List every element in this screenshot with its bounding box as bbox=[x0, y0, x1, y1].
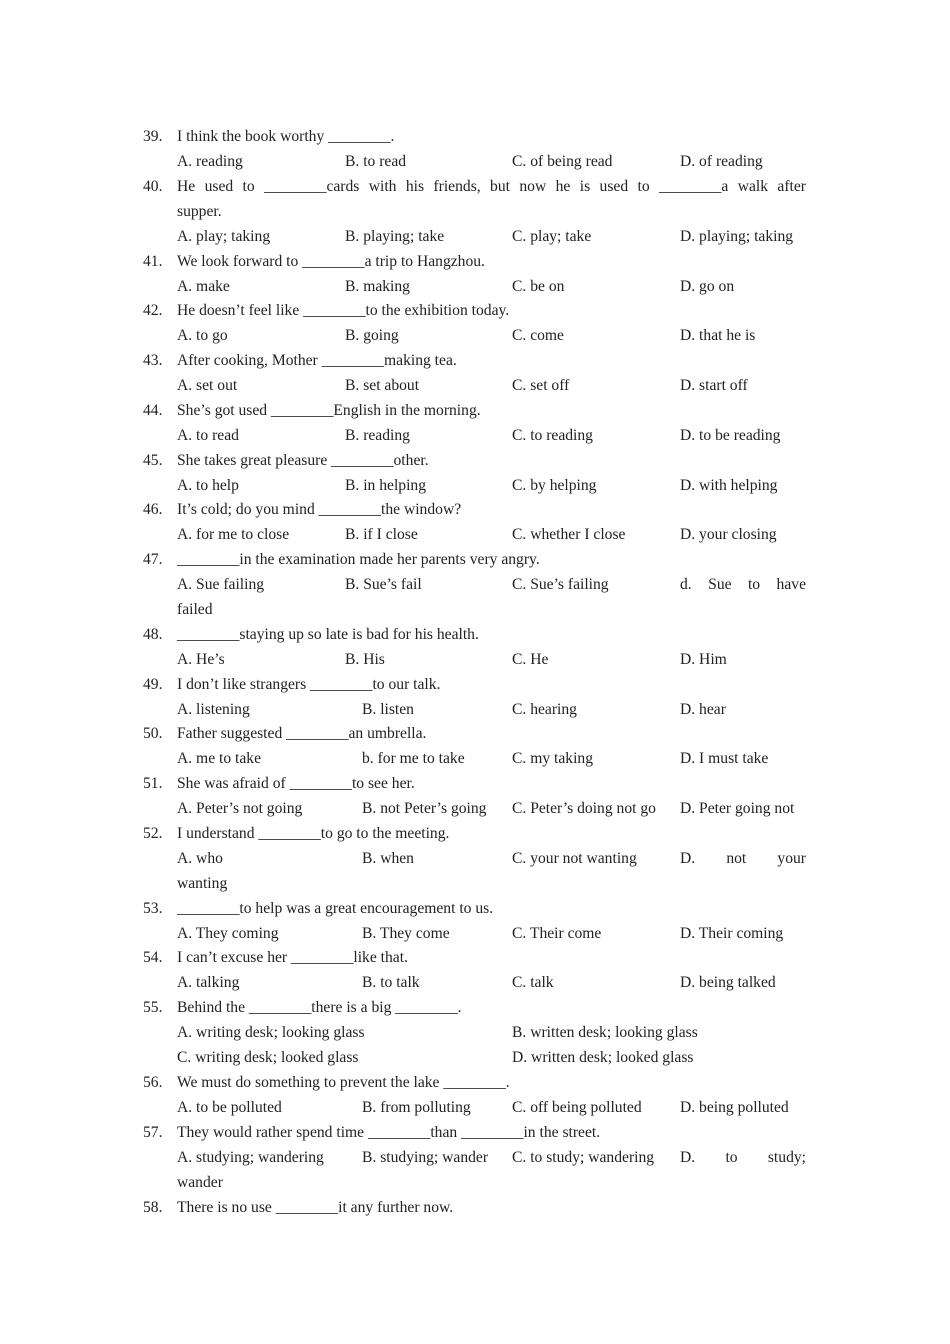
option-c: C. play; take bbox=[512, 228, 592, 245]
option-d: D. playing; taking bbox=[680, 228, 794, 245]
option-c: C. talk bbox=[512, 974, 554, 991]
option-d: D. your closing bbox=[680, 526, 777, 543]
question-stem: They would rather spend time ________than ________in the street. bbox=[177, 1124, 601, 1141]
question-number: 53. bbox=[143, 900, 163, 917]
option-b: B. His bbox=[345, 651, 385, 668]
question-stem: I understand ________to go to the meeting. bbox=[177, 825, 450, 842]
option-a: A. to be polluted bbox=[177, 1099, 282, 1116]
option-a: A. play; taking bbox=[177, 228, 271, 245]
question-number: 47. bbox=[143, 551, 163, 568]
question-stem-continued: supper. bbox=[177, 203, 222, 220]
question-number: 39. bbox=[143, 128, 163, 145]
option-c: C. come bbox=[512, 327, 564, 344]
option-d: D. to be reading bbox=[680, 427, 781, 444]
option-d: D. Peter going not bbox=[680, 800, 795, 817]
option-d: D. with helping bbox=[680, 477, 778, 494]
option-b: B. in helping bbox=[345, 477, 426, 494]
option-b: B. to talk bbox=[362, 974, 420, 991]
question-number: 50. bbox=[143, 725, 163, 742]
option-a: A. to read bbox=[177, 427, 239, 444]
option-b: B. to read bbox=[345, 153, 407, 170]
option-d: D. being talked bbox=[680, 974, 776, 991]
option-c: C. writing desk; looked glass bbox=[177, 1049, 359, 1066]
option-c: C. to reading bbox=[512, 427, 593, 444]
option-c: C. off being polluted bbox=[512, 1099, 642, 1116]
option-b: B. set about bbox=[345, 377, 420, 394]
option-b: B. not Peter’s going bbox=[362, 800, 487, 817]
option-c: C. whether I close bbox=[512, 526, 626, 543]
question-stem: After cooking, Mother ________making tea. bbox=[177, 352, 457, 369]
option-b: b. for me to take bbox=[362, 750, 465, 767]
question-stem: ________to help was a great encouragement to us. bbox=[177, 900, 494, 917]
option-a: A. me to take bbox=[177, 750, 262, 767]
question-number: 55. bbox=[143, 999, 163, 1016]
question-number: 40. bbox=[143, 178, 163, 195]
option-d: D. to study; bbox=[680, 1149, 806, 1166]
question-number: 51. bbox=[143, 775, 163, 792]
question-stem: I think the book worthy ________. bbox=[177, 128, 395, 145]
option-c: C. Their come bbox=[512, 925, 602, 942]
option-c: C. set off bbox=[512, 377, 570, 394]
question-number: 48. bbox=[143, 626, 163, 643]
question-stem: He used to ________cards with his friends, but now he is used to ________a walk after bbox=[177, 178, 806, 195]
question-number: 52. bbox=[143, 825, 163, 842]
question-stem: There is no use ________it any further now. bbox=[177, 1199, 454, 1216]
option-b: B. playing; take bbox=[345, 228, 445, 245]
option-d: D. that he is bbox=[680, 327, 756, 344]
option-a: A. for me to close bbox=[177, 526, 290, 543]
question-number: 42. bbox=[143, 302, 163, 319]
option-c: C. of being read bbox=[512, 153, 613, 170]
question-number: 57. bbox=[143, 1124, 163, 1141]
option-a: A. set out bbox=[177, 377, 238, 394]
option-a: A. writing desk; looking glass bbox=[177, 1024, 365, 1041]
option-c: C. to study; wandering bbox=[512, 1149, 655, 1166]
option-c: C. your not wanting bbox=[512, 850, 637, 867]
option-a: A. talking bbox=[177, 974, 240, 991]
option-a: A. They coming bbox=[177, 925, 279, 942]
option-a: A. studying; wandering bbox=[177, 1149, 324, 1166]
question-number: 43. bbox=[143, 352, 163, 369]
option-a: A. to help bbox=[177, 477, 239, 494]
question-stem: She’s got used ________English in the morning. bbox=[177, 402, 481, 419]
option-c: C. hearing bbox=[512, 701, 577, 718]
option-d: D. written desk; looked glass bbox=[512, 1049, 694, 1066]
option-b: B. reading bbox=[345, 427, 410, 444]
option-a: A. He’s bbox=[177, 651, 225, 668]
option-c: C. my taking bbox=[512, 750, 593, 767]
option-b: B. They come bbox=[362, 925, 450, 942]
option-c: C. by helping bbox=[512, 477, 597, 494]
option-a: A. Peter’s not going bbox=[177, 800, 303, 817]
option-d: D. hear bbox=[680, 701, 726, 718]
question-stem: Behind the ________there is a big ________. bbox=[177, 999, 462, 1016]
question-number: 54. bbox=[143, 949, 163, 966]
option-d: D. Their coming bbox=[680, 925, 784, 942]
option-a: A. make bbox=[177, 278, 230, 295]
option-c: C. be on bbox=[512, 278, 565, 295]
option-a: A. Sue failing bbox=[177, 576, 265, 593]
question-stem: She was afraid of ________to see her. bbox=[177, 775, 415, 792]
question-stem: I don’t like strangers ________to our talk. bbox=[177, 676, 441, 693]
option-c: C. Sue’s failing bbox=[512, 576, 609, 593]
question-stem: It’s cold; do you mind ________the window? bbox=[177, 501, 462, 518]
option-d: D. I must take bbox=[680, 750, 769, 767]
question-number: 45. bbox=[143, 452, 163, 469]
question-number: 56. bbox=[143, 1074, 163, 1091]
option-d: D. start off bbox=[680, 377, 748, 394]
option-a: A. listening bbox=[177, 701, 250, 718]
option-d: d. Sue to have bbox=[680, 576, 806, 593]
question-number: 41. bbox=[143, 253, 163, 270]
option-b: B. listen bbox=[362, 701, 414, 718]
question-stem: She takes great pleasure ________other. bbox=[177, 452, 429, 469]
option-b: B. making bbox=[345, 278, 410, 295]
question-number: 44. bbox=[143, 402, 163, 419]
question-stem: Father suggested ________an umbrella. bbox=[177, 725, 427, 742]
option-d-continued: failed bbox=[177, 601, 213, 618]
option-d-continued: wanting bbox=[177, 875, 228, 892]
option-b: B. from polluting bbox=[362, 1099, 471, 1116]
option-c: C. Peter’s doing not go bbox=[512, 800, 656, 817]
question-stem: ________staying up so late is bad for his health. bbox=[177, 626, 479, 643]
option-a: A. to go bbox=[177, 327, 228, 344]
question-number: 58. bbox=[143, 1199, 163, 1216]
option-b: B. studying; wander bbox=[362, 1149, 489, 1166]
option-b: B. written desk; looking glass bbox=[512, 1024, 698, 1041]
option-d: D. not your bbox=[680, 850, 806, 867]
question-stem: We must do something to prevent the lake ________. bbox=[177, 1074, 510, 1091]
option-c: C. He bbox=[512, 651, 549, 668]
question-stem: I can’t excuse her ________like that. bbox=[177, 949, 408, 966]
question-stem: We look forward to ________a trip to Hangzhou. bbox=[177, 253, 485, 270]
option-b: B. Sue’s fail bbox=[345, 576, 422, 593]
option-a: A. reading bbox=[177, 153, 243, 170]
option-d: D. being polluted bbox=[680, 1099, 789, 1116]
option-d: D. of reading bbox=[680, 153, 763, 170]
option-d: D. go on bbox=[680, 278, 735, 295]
question-number: 46. bbox=[143, 501, 163, 518]
option-b: B. if I close bbox=[345, 526, 418, 543]
option-a: A. who bbox=[177, 850, 223, 867]
option-d: D. Him bbox=[680, 651, 727, 668]
option-b: B. going bbox=[345, 327, 399, 344]
option-d-continued: wander bbox=[177, 1174, 223, 1191]
question-stem: ________in the examination made her parents very angry. bbox=[177, 551, 540, 568]
option-b: B. when bbox=[362, 850, 414, 867]
question-number: 49. bbox=[143, 676, 163, 693]
question-stem: He doesn’t feel like ________to the exhibition today. bbox=[177, 302, 510, 319]
